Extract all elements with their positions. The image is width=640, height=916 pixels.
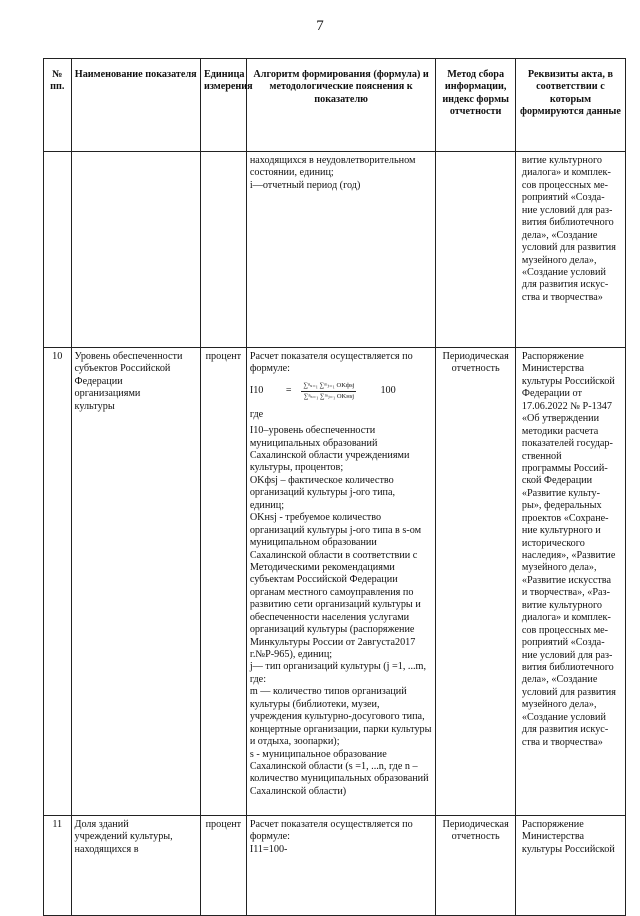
formula-fraction	[301, 382, 356, 401]
row-algorithm: находящихся в неудовлетворительном состоянии, единиц; i—отчетный период (год)	[246, 152, 436, 348]
row-unit: процент	[200, 816, 246, 916]
formula-numerator: ∑ⁿₛ₌₁ ∑ᵐⱼ₌₁ OKфsj	[301, 382, 356, 392]
formula: I10 = $\frac{\text{∑ⁿₛ₌₁ ∑ᵐⱼ₌₁ OKфsj}}{\text{∑ⁿₛ₌₁ ∑ᵐⱼ₌₁ OKнsj}}$ 100	[249, 381, 396, 400]
formula-multiplier: 100	[380, 385, 396, 397]
header-num: № пп.	[44, 59, 72, 152]
table-row	[44, 152, 626, 348]
formula-denominator: ∑ⁿₛ₌₁ ∑ᵐⱼ₌₁ OKнsj	[303, 392, 355, 400]
indicators-table	[43, 58, 626, 916]
row-num: 11	[44, 816, 72, 916]
row-name: Доля зданий учреждений культуры, находящихся в	[71, 816, 200, 916]
row-name: Уровень обеспеченности субъектов Российской Федерации организациями культуры	[71, 348, 200, 816]
row-method: Периодическая отчетность	[436, 816, 516, 916]
row-num: 10	[44, 348, 72, 816]
formula-variable: I10	[249, 385, 264, 397]
row-requisites: Распоряжение Министерства культуры Российской Федерации от 17.06.2022 № Р-1347 «Об утверждении методики расчета показателей государ- ственной программы Россий- ской Федерации «Развитие культу- ры», федеральных проектов «Сохране- ние культурного и исторического наследия», «Развитие музейного дела», «Развитие искусства и творчества», «Раз- витие культурного диалога» и комплек- сов процессных ме- роприятий «Созда- ние условий для раз- вития библиотечного дела», «Создание условий для развития музейного дела», «Создание условий для развития искус- ства и творчества»	[515, 348, 625, 816]
table-row	[44, 816, 626, 916]
header-method: Метод сбора информации, индекс формы отчетности	[436, 59, 516, 152]
row-unit: процент	[200, 348, 246, 816]
row-num	[44, 152, 72, 348]
row-requisites: Распоряжение Министерства культуры Российской	[515, 816, 625, 916]
row-algorithm: Расчет показателя осуществляется по формуле: I11=100-	[246, 816, 436, 916]
header-requisites: Реквизиты акта, в соответствии с которым формируются данные	[515, 59, 625, 152]
row-method	[436, 152, 516, 348]
header-algorithm: Алгоритм формирования (формула) и методологические пояснения к показателю	[246, 59, 436, 152]
page-number: 7	[316, 18, 324, 34]
row-algorithm: Расчет показателя осуществляется по формуле: I10 = $\frac{\text{∑ⁿₛ₌₁ ∑ᵐⱼ₌₁ OKфsj}}{\text{∑ⁿₛ₌₁ ∑ᵐⱼ₌₁ OKнsj}}$ 100 где I10–уровень обеспеченности муниципальных образований Сахалинской области учреждениями культуры, процентов; OKфsj – фактическое количество организаций культуры j-ого типа, единиц; OKнsj - требуемое количество организаций культуры j-ого типа в s-ом муниципальном образовании Сахалинской области в соответствии с Методическими рекомендациями субъектам Российской Федерации органам местного самоуправления по развитию сети организаций культуры и обеспеченности населения услугами организаций культуры (распоряжение Минкультуры России от 2августа2017 г.№Р-965), единиц; j— тип организаций культуры (j =1, ...m, где: m — количество типов организаций культуры (библиотеки, музеи, учреждения культурно-досугового типа, концертные организации, парки культуры и отдыха, зоопарки); s - муниципальное образование Сахалинской области (s =1, ...n, где n – количество муниципальных образований Сахалинской области)	[246, 348, 436, 816]
header-name: Наименование показателя	[71, 59, 200, 152]
header-unit: Единица измерения	[200, 59, 246, 152]
row-unit	[200, 152, 246, 348]
table-row	[44, 348, 626, 816]
row-requisites: витие культурного диалога» и комплек- сов процессных ме- роприятий «Созда- ние условий для раз- вития библиотечного дела», «Создание условий для развития музейного дела», «Создание условий для развития искус- ства и творчества»	[515, 152, 625, 348]
row-name	[71, 152, 200, 348]
row-method: Периодическая отчетность	[436, 348, 516, 816]
